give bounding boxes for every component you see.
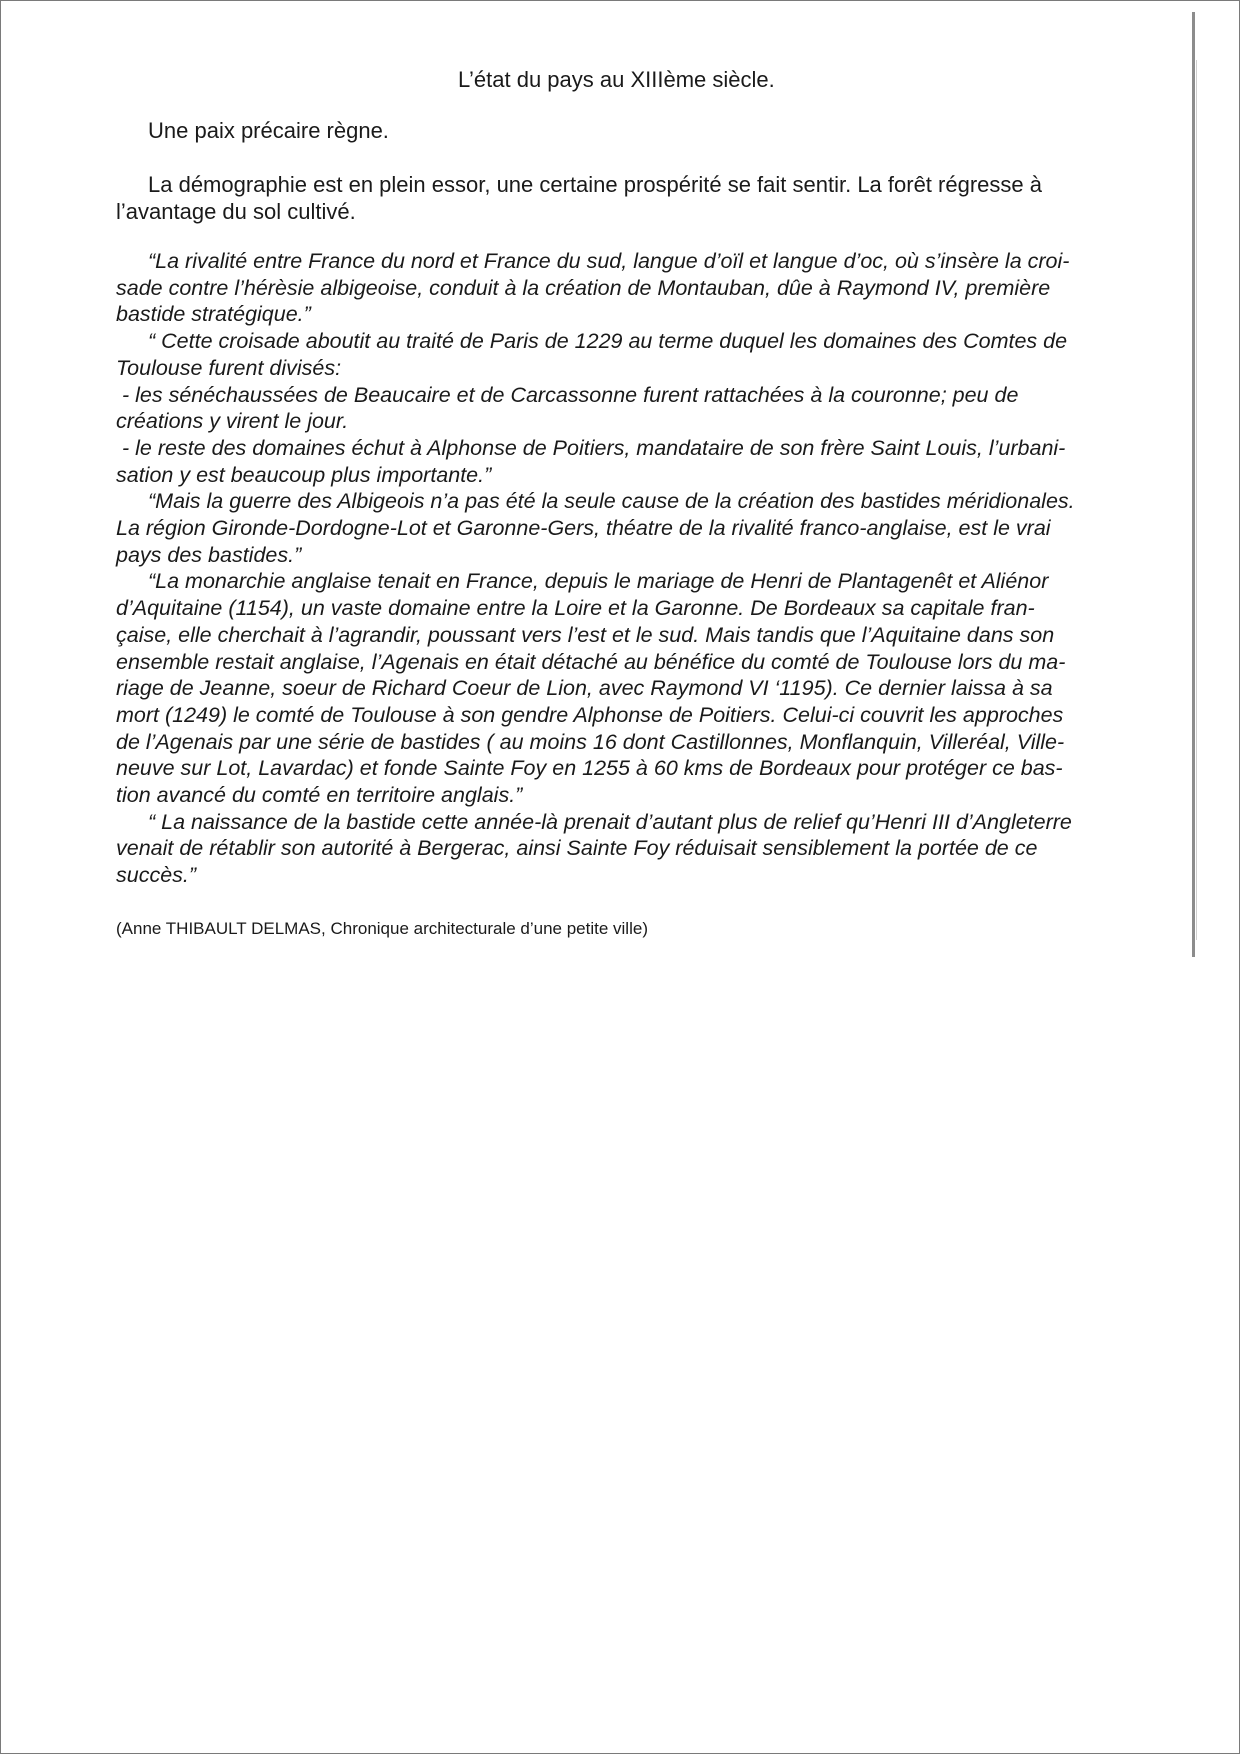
quote-line: succès.”: [116, 863, 197, 888]
quote-line: “La monarchie anglaise tenait en France, depuis le mariage de Henri de Plantagenêt et Aliénor: [148, 569, 1049, 594]
quote-line: sade contre l’hérèsie albigeoise, conduit à la création de Montauban, dûe à Raymond IV, première: [116, 275, 1051, 300]
quote-line: neuve sur Lot, Lavardac) et fonde Sainte Foy en 1255 à 60 kms de Bordeaux pour protéger ce bas-: [116, 756, 1063, 781]
quote-line: “Mais la guerre des Albigeois n’a pas été la seule cause de la création des bastides méridionales.: [148, 489, 1075, 514]
quote-line: ensemble restait anglaise, l’Agenais en était détaché au bénéfice du comté de Toulouse lors du ma-: [116, 649, 1066, 674]
quote-line: pays des bastides.”: [116, 542, 302, 567]
quoted-text-block: [116, 248, 1126, 889]
quote-line: tion avancé du comté en territoire anglais.”: [116, 783, 523, 808]
quote-line: mort (1249) le comté de Toulouse à son gendre Alphonse de Poitiers. Celui-ci couvrit les approches: [116, 702, 1064, 727]
quote-line: Toulouse furent divisés:: [116, 355, 342, 380]
demography-line: La démographie est en plein essor, une certaine prospérité se fait sentir. La forêt régresse à: [148, 172, 1042, 197]
quote-bullet-alphonse: [116, 435, 1126, 488]
quote-line: çaise, elle cherchait à l’agrandir, poussant vers l’est et le sud. Mais tandis que l’Aquitaine dans son: [116, 622, 1055, 647]
scan-edge-shadow: [1196, 60, 1197, 940]
demography-line: l’avantage du sol cultivé.: [116, 199, 356, 224]
quote-line: d’Aquitaine (1154), un vaste domaine entre la Loire et la Garonne. De Bordeaux sa capitale fran-: [116, 596, 1035, 621]
quote-line: - les sénéchaussées de Beaucaire et de Carcassonne furent rattachées à la couronne; peu de: [122, 382, 1019, 407]
quote-line: - le reste des domaines échut à Alphonse de Poitiers, mandataire de son frère Saint Louis, l’urbani-: [122, 435, 1066, 460]
scan-edge-line: [1192, 12, 1195, 957]
quote-line: “La rivalité entre France du nord et France du sud, langue d’oïl et langue d’oc, où s’insère la croi-: [148, 249, 1070, 273]
document-title: L’état du pays au XIIIème siècle.: [458, 67, 775, 92]
demography-paragraph: [116, 171, 1076, 225]
quote-paragraph-rivalry: [116, 248, 1126, 328]
quote-line: venait de rétablir son autorité à Bergerac, ainsi Sainte Foy réduisait sensiblement la portée de ce: [116, 836, 1038, 861]
quote-line: “ La naissance de la bastide cette année-là prenait d’autant plus de relief qu’Henri III d’Angleterre: [148, 809, 1072, 834]
quote-bullet-crown: [116, 382, 1126, 435]
quote-paragraph-bastide-birth: [116, 809, 1126, 889]
quote-paragraph-monarchy: [116, 568, 1126, 808]
quote-line: La région Gironde-Dordogne-Lot et Garonne-Gers, théatre de la rivalité franco-anglaise, est le vrai: [116, 516, 1051, 541]
intro-paragraph: Une paix précaire règne.: [148, 118, 389, 143]
quote-line: de l’Agenais par une série de bastides ( au moins 16 dont Castillonnes, Monflanquin, Villeréal, Ville-: [116, 729, 1065, 754]
source-citation: (Anne THIBAULT DELMAS, Chronique architecturale d’une petite ville): [116, 919, 648, 938]
quote-line: “ Cette croisade aboutit au traité de Paris de 1229 au terme duquel les domaines des Comtes de: [148, 329, 1068, 354]
quote-line: créations y virent le jour.: [116, 409, 349, 434]
quote-paragraph-treaty: [116, 328, 1126, 381]
quote-paragraph-albigeois: [116, 488, 1126, 568]
quote-line: riage de Jeanne, soeur de Richard Coeur de Lion, avec Raymond VI ‘1195). Ce dernier laissa à sa: [116, 676, 1053, 701]
quote-line: sation y est beaucoup plus importante.”: [116, 462, 492, 487]
quote-line: bastide stratégique.”: [116, 302, 311, 327]
